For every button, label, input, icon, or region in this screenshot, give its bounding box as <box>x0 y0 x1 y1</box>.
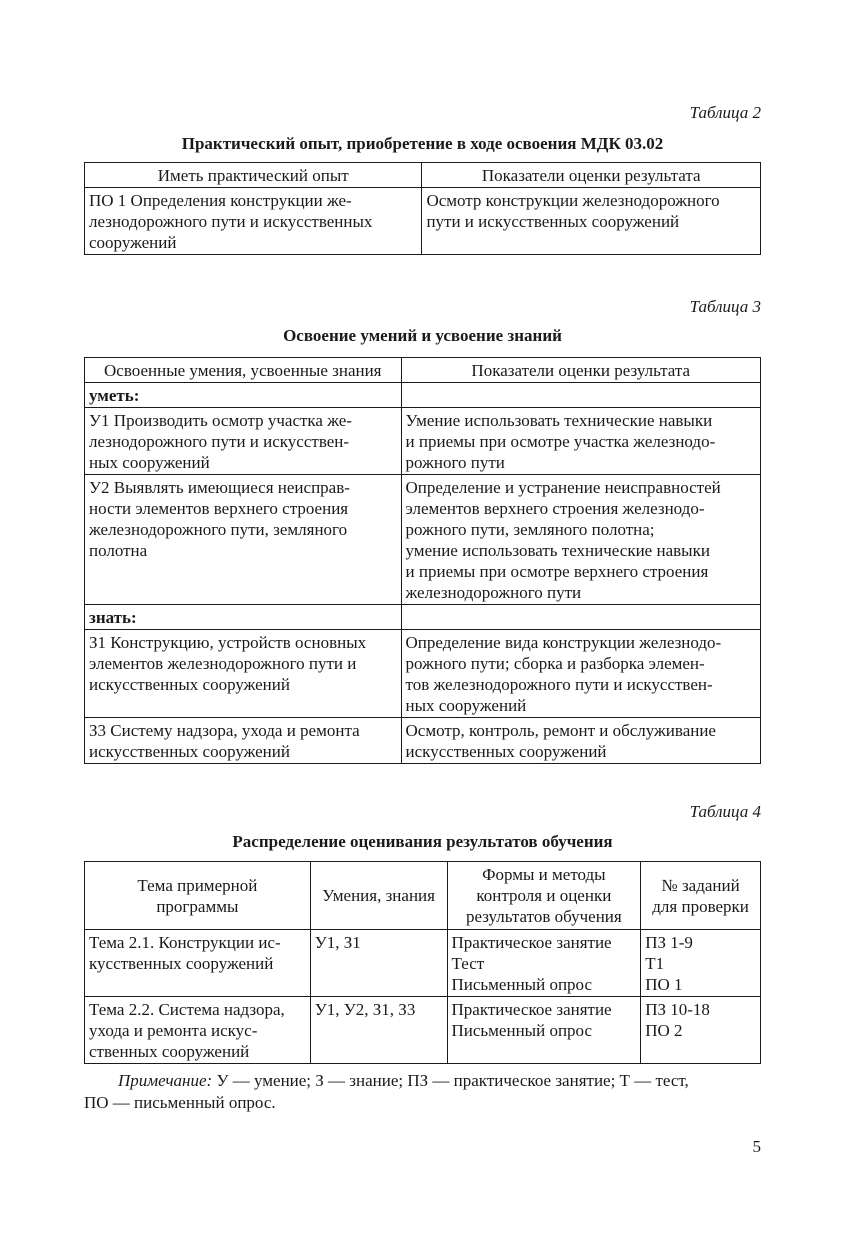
table4-header-cell <box>310 862 447 930</box>
cell-line: для проверки <box>652 896 749 916</box>
footnote-text: У — умение; З — знание; ПЗ — практическое занятие; Т — тест, <box>212 1071 689 1090</box>
table2-header-row <box>85 163 761 188</box>
cell-line: рожного пути; сборка и разборка элемен- <box>405 654 705 673</box>
cell-line: сооружений <box>89 233 177 252</box>
table4-header-row <box>85 862 761 930</box>
footnote <box>84 1070 761 1114</box>
cell-line: № заданий <box>661 875 740 895</box>
cell-line: Тема примерной <box>137 875 258 895</box>
table-cell <box>85 630 402 718</box>
cell-line: рожного пути <box>405 453 505 472</box>
table3 <box>84 357 761 764</box>
table3-label: Таблица 3 <box>689 297 761 316</box>
table4-header-cell <box>85 862 311 930</box>
cell-line: ности элементов верхнего строения <box>89 499 349 518</box>
cell-line: контроля и оценки <box>476 886 612 905</box>
table-row <box>85 630 761 718</box>
table3-header-row <box>85 358 761 383</box>
cell-line: Письменный опрос <box>451 975 593 994</box>
cell-line: лезнодорожного пути и искусственных <box>89 212 373 231</box>
cell-line: Т1 <box>645 954 665 973</box>
cell-line: З3 Систему надзора, ухода и ремонта <box>89 721 360 740</box>
cell-line: программы <box>156 896 239 916</box>
cell-line: ухода и ремонта искус- <box>89 1021 258 1040</box>
cell-line: Тест <box>451 954 485 973</box>
table2-label: Таблица 2 <box>689 103 761 122</box>
cell-line: Практическое занятие <box>451 933 612 952</box>
table-cell <box>401 408 760 475</box>
section-row <box>85 605 761 630</box>
table3-title: Освоение умений и усвоение знаний <box>283 326 562 345</box>
table-cell <box>447 930 641 997</box>
table3-header-cell: Показатели оценки результата <box>401 358 760 383</box>
table3-header-cell: Освоенные умения, усвоенные знания <box>85 358 402 383</box>
table2-header-cell: Иметь практический опыт <box>85 163 422 188</box>
table-cell <box>401 383 760 408</box>
cell-line: результатов обучения <box>465 907 622 926</box>
cell-line: ПЗ 10-18 <box>645 1000 710 1019</box>
table-cell: У1, У2, З1, З3 <box>310 997 447 1064</box>
cell-line: железнодорожного пути, земляного <box>89 520 348 539</box>
cell-line: пути и искусственных сооружений <box>426 212 680 231</box>
table-cell <box>85 188 422 255</box>
table-cell <box>85 408 402 475</box>
cell-line: Умение использовать технические навыки <box>405 411 713 430</box>
cell-line: ных сооружений <box>89 453 210 472</box>
table4-header-cell <box>447 862 641 930</box>
cell-line: лезнодорожного пути и искусствен- <box>89 432 350 451</box>
table4-label: Таблица 4 <box>689 802 761 821</box>
table-cell <box>85 718 402 764</box>
cell-line: ных сооружений <box>405 696 527 715</box>
cell-line: и приемы при осмотре верхнего строения <box>405 562 709 581</box>
cell-line: ПО 1 <box>645 975 683 994</box>
table-row <box>85 475 761 605</box>
cell-line: искусственных сооружений <box>89 742 290 761</box>
cell-line: искусственных сооружений <box>89 675 290 694</box>
table-cell <box>85 475 402 605</box>
cell-line: и приемы при осмотре участка железнодо- <box>405 432 716 451</box>
table-cell <box>401 718 760 764</box>
cell-line: Осмотр конструкции железнодорожного <box>426 191 720 210</box>
table-cell <box>85 997 311 1064</box>
table-cell <box>401 475 760 605</box>
page-number: 5 <box>752 1137 761 1156</box>
cell-line: элементов верхнего строения железнодо- <box>405 499 705 518</box>
table-row <box>85 408 761 475</box>
footnote-line-1 <box>84 1070 761 1092</box>
table4-title: Распределение оценивания результатов обучения <box>232 832 613 851</box>
cell-line: железнодорожного пути <box>405 583 582 602</box>
cell-line: Тема 2.1. Конструкции ис- <box>89 933 281 952</box>
cell-line: Тема 2.2. Система надзора, <box>89 1000 285 1019</box>
table-cell <box>641 930 761 997</box>
cell-line: ственных сооружений <box>89 1042 250 1061</box>
footnote-line-2: ПО — письменный опрос. <box>84 1093 276 1112</box>
table2-header-cell: Показатели оценки результата <box>422 163 761 188</box>
cell-line: ПЗ 1-9 <box>645 933 693 952</box>
table2 <box>84 162 761 255</box>
cell-line: кусственных сооружений <box>89 954 274 973</box>
table-row <box>85 188 761 255</box>
table-row <box>85 718 761 764</box>
cell-line: искусственных сооружений <box>405 742 607 761</box>
table-cell <box>641 997 761 1064</box>
cell-line: элементов железнодорожного пути и <box>89 654 357 673</box>
table4-header-cell <box>641 862 761 930</box>
cell-line: У1 Производить осмотр участка же- <box>89 411 352 430</box>
cell-line: ПО 2 <box>645 1021 683 1040</box>
table-cell <box>401 630 760 718</box>
table-cell <box>422 188 761 255</box>
cell-line: У2 Выявлять имеющиеся неисправ- <box>89 478 350 497</box>
table-row <box>85 930 761 997</box>
cell-line: полотна <box>89 541 148 560</box>
section-label-znat: знать: <box>85 605 402 630</box>
table-cell: У1, З1 <box>310 930 447 997</box>
table2-title: Практический опыт, приобретение в ходе освоения МДК 03.02 <box>181 134 664 153</box>
table-row <box>85 997 761 1064</box>
section-label-umet: уметь: <box>85 383 402 408</box>
cell-line: Умения, знания <box>322 886 435 905</box>
section-row <box>85 383 761 408</box>
cell-line: Практическое занятие <box>451 1000 612 1019</box>
cell-line: Письменный опрос <box>451 1021 593 1040</box>
footnote-prefix: Примечание: <box>118 1071 213 1090</box>
cell-line: Определение и устранение неисправностей <box>405 478 721 497</box>
cell-line: Формы и методы <box>482 865 606 884</box>
cell-line: рожного пути, земляного полотна; <box>405 520 655 539</box>
cell-line: тов железнодорожного пути и искусствен- <box>405 675 713 694</box>
cell-line: Определение вида конструкции железнодо- <box>405 633 722 652</box>
cell-line: Осмотр, контроль, ремонт и обслуживание <box>405 721 716 740</box>
cell-line: З1 Конструкцию, устройств основных <box>89 633 367 652</box>
cell-line: ПО 1 Определения конструкции же- <box>89 191 352 210</box>
table4 <box>84 861 761 1064</box>
table-cell <box>85 930 311 997</box>
table-cell <box>401 605 760 630</box>
cell-line: умение использовать технические навыки <box>405 541 710 560</box>
table-cell <box>447 997 641 1064</box>
